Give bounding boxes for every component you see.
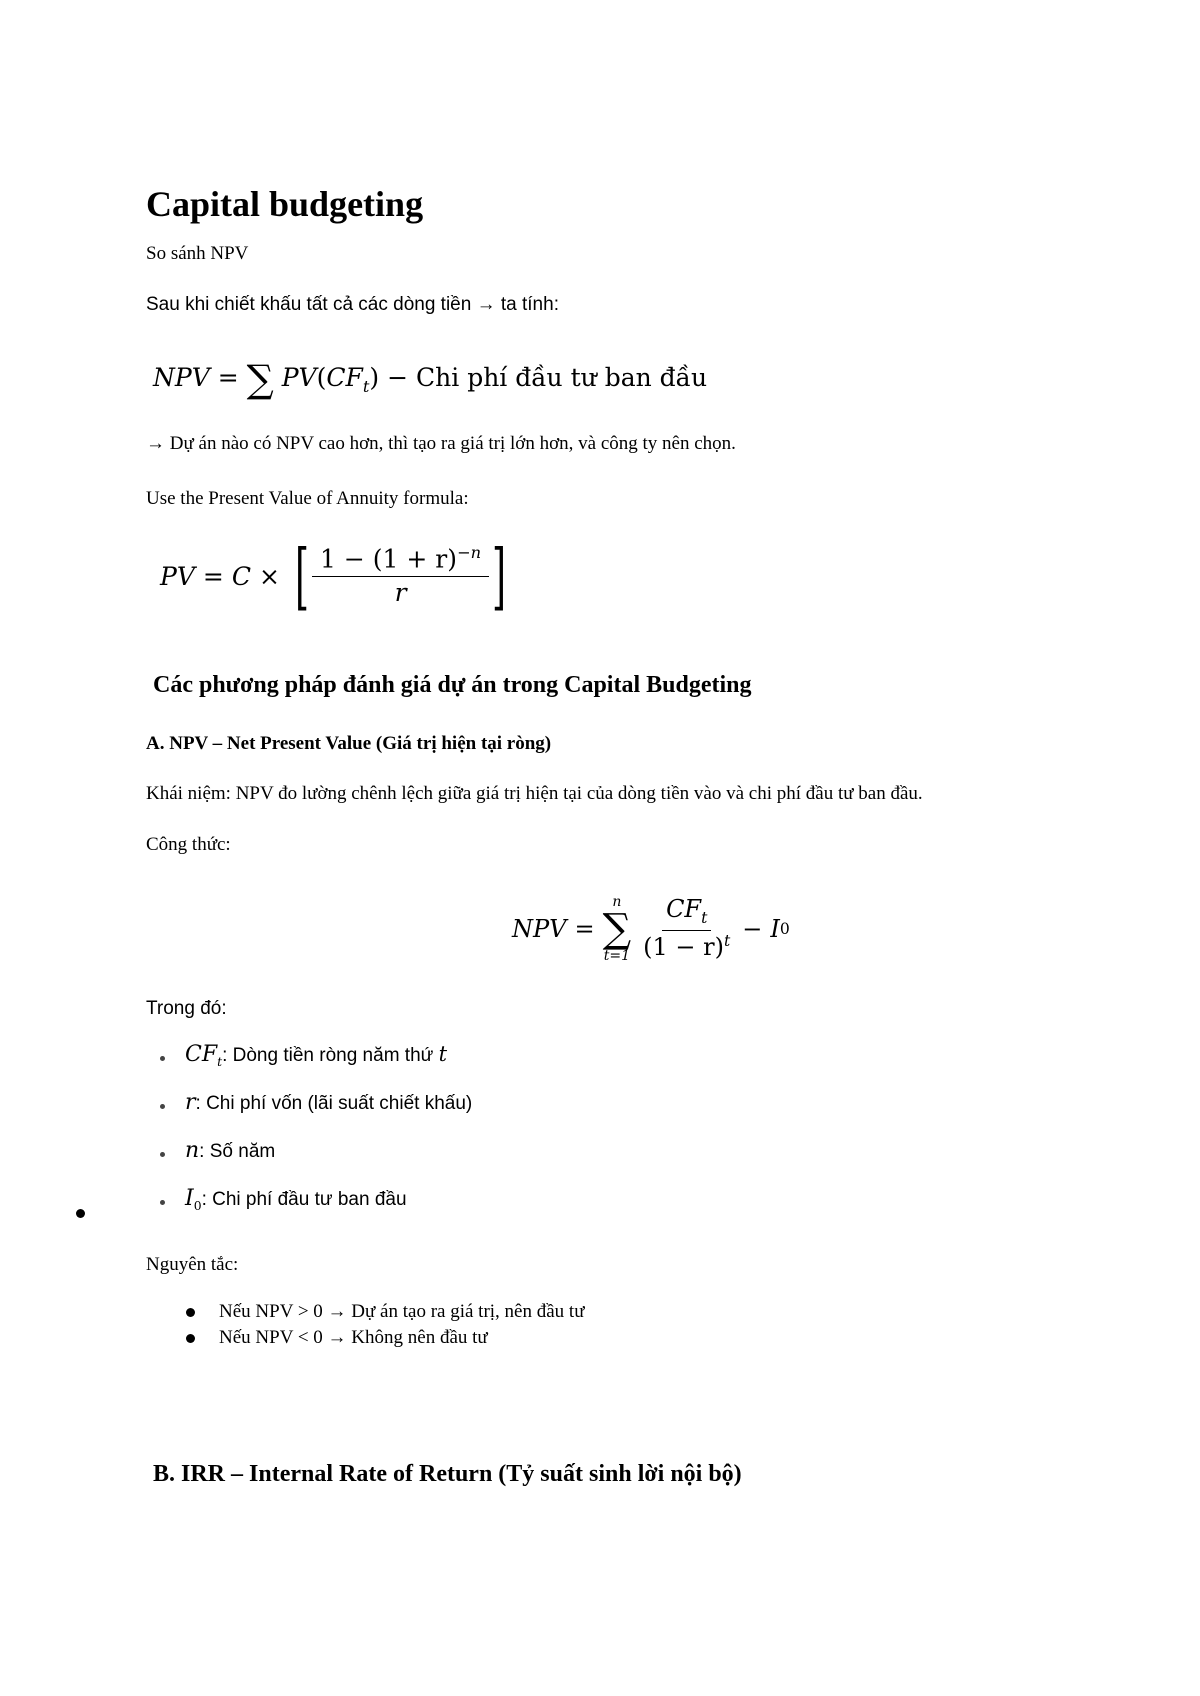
sum-top: n <box>612 893 622 910</box>
definition-bullet <box>160 1056 165 1061</box>
definition-sub: 0 <box>193 1198 202 1213</box>
formula2-fraction <box>316 542 485 609</box>
definition-symbol: r <box>185 1090 196 1115</box>
definition-text: : Số năm <box>199 1141 276 1162</box>
formula1-lhs: NPV <box>153 363 210 392</box>
definition-item <box>185 1042 447 1069</box>
sum-sigma: ∑ <box>602 905 632 952</box>
compare-npv-text: So sánh NPV <box>146 243 249 264</box>
irr-heading: B. IRR – Internal Rate of Return (Tỷ suất sinh lời nội bộ) <box>153 1461 742 1487</box>
formula1-rhs: Chi phí đầu tư ban đầu <box>416 363 708 392</box>
npv-discount-formula: NPV = n ∑ t=1 $\frac{CF_t}{(1 - r)^t}$ − I 0 <box>512 893 790 964</box>
definition-text: : Chi phí đầu tư ban đầu <box>201 1189 407 1210</box>
left-bracket: [ <box>294 534 310 618</box>
formula1-pv: PV <box>281 363 317 392</box>
sum-bottom: t=1 <box>603 947 630 964</box>
formula3-lhs: NPV <box>512 914 567 943</box>
pv-annuity-formula: PV = C × [ $\frac{1 - (1 + r)^{-n}}{r}$ ] <box>160 534 507 618</box>
definition-text: : Dòng tiền ròng năm thứ <box>222 1045 439 1066</box>
definition-item <box>185 1090 472 1115</box>
definition-item <box>185 1186 407 1213</box>
after-discount-text: Sau khi chiết khấu tất cả các dòng tiền → ta tính: <box>146 294 559 315</box>
formula3-num-sub: t <box>701 908 708 927</box>
sum-symbol: ∑ <box>246 357 274 401</box>
definition-symbol: n <box>185 1138 200 1163</box>
definition-sub: t <box>217 1054 223 1069</box>
formula3-fraction <box>639 893 734 964</box>
definition-tail: t <box>438 1042 448 1066</box>
definition-bullet <box>160 1152 165 1157</box>
formula1-sub: t <box>362 377 370 396</box>
principle-item: Nếu NPV < 0 → Không nên đầu tư <box>219 1327 488 1348</box>
definition-bullet <box>160 1200 165 1205</box>
definition-symbol: CF <box>185 1042 218 1067</box>
principle-bullet <box>186 1334 195 1343</box>
formula2-exponent: −n <box>456 543 482 563</box>
conclusion-text: → Dự án nào có NPV cao hơn, thì tạo ra giá trị lớn hơn, và công ty nên chọn. <box>146 433 736 454</box>
definition-symbol: I <box>185 1186 194 1211</box>
annuity-intro-text: Use the Present Value of Annuity formula: <box>146 488 469 509</box>
npv-concept-text: Khái niệm: NPV đo lường chênh lệch giữa giá trị hiện tại của dòng tiền vào và chi phí đầu tư ban đầu. <box>146 783 923 804</box>
formula3-numerator: CF <box>666 895 702 923</box>
definition-text: : Chi phí vốn (lãi suất chiết khấu) <box>195 1093 473 1114</box>
npv-sum-formula: NPV = ∑ $PV(CF_t)$ − Chi phí đầu tư ban đầu <box>153 357 708 401</box>
summation <box>603 895 632 963</box>
definition-bullet <box>160 1104 165 1109</box>
formula1-cf: CF <box>326 363 363 392</box>
principle-item: Nếu NPV > 0 → Dự án tạo ra giá trị, nên đầu tư <box>219 1301 585 1322</box>
npv-section-heading: A. NPV – Net Present Value (Giá trị hiện tại ròng) <box>146 733 552 754</box>
where-label: Trong đó: <box>146 998 227 1019</box>
formula-label: Công thức: <box>146 834 231 855</box>
formula3-minus-term: I <box>770 914 780 943</box>
formula3-den-sup: t <box>724 931 731 950</box>
formula3-minus-sub: 0 <box>779 919 790 938</box>
formula2-lhs: PV <box>160 561 195 591</box>
formula2-numerator: 1 − (1 + r) <box>320 544 457 574</box>
principle-label: Nguyên tắc: <box>146 1254 239 1275</box>
principle-bullet <box>186 1308 195 1317</box>
formula2-c: C <box>231 561 251 591</box>
formula2-denominator: r <box>312 576 489 610</box>
definition-item <box>185 1138 275 1163</box>
right-bracket: ] <box>492 534 507 618</box>
stray-bullet <box>76 1209 85 1218</box>
page-title: Capital budgeting <box>146 184 424 224</box>
formula3-denominator: (1 − r) <box>643 932 724 961</box>
methods-heading: Các phương pháp đánh giá dự án trong Capital Budgeting <box>153 672 752 698</box>
